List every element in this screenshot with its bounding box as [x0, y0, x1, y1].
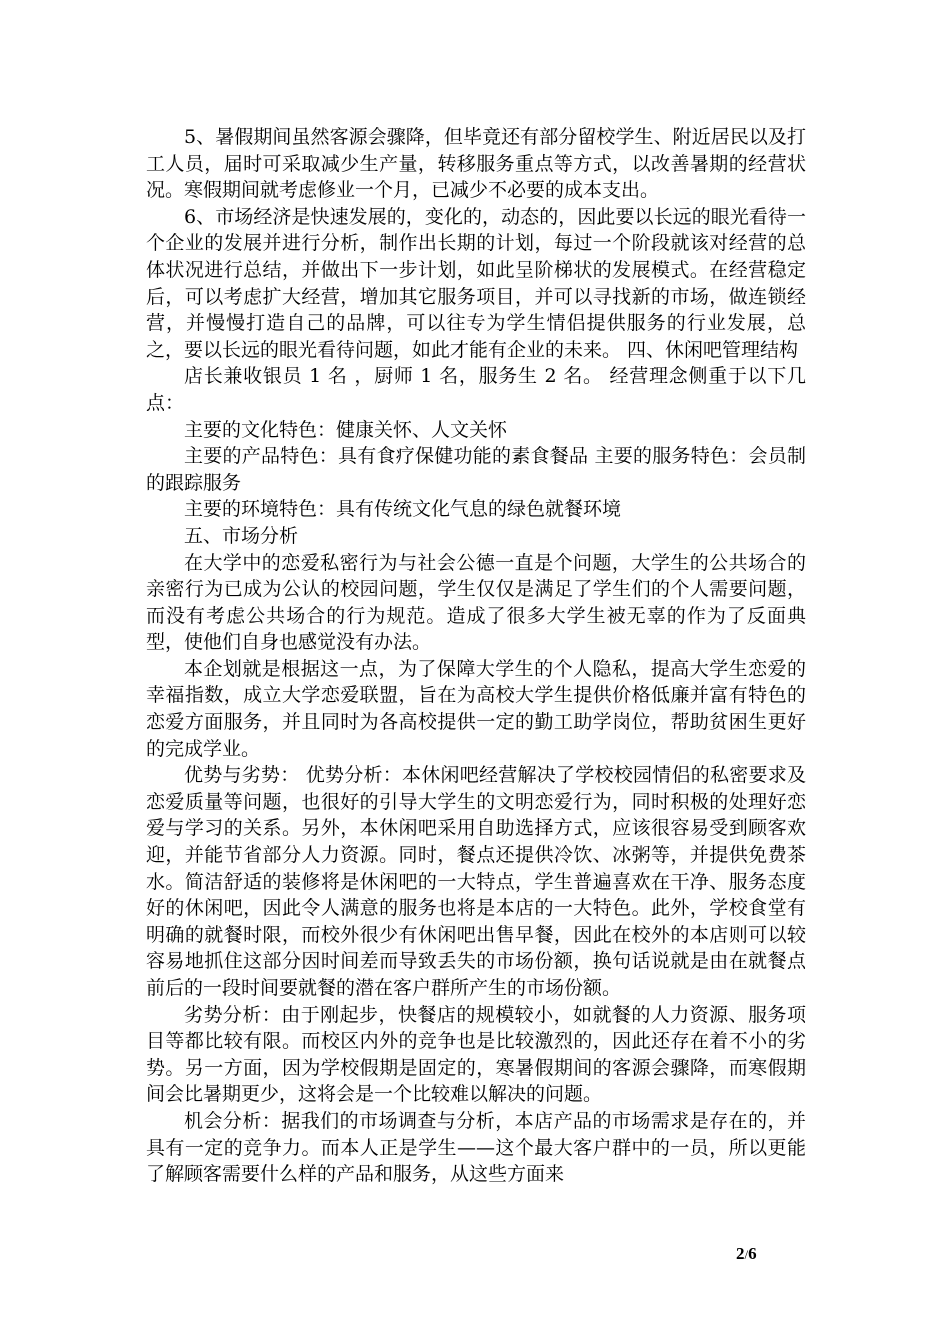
paragraph-culture-feature: 主要的文化特色：健康关怀、人文关怀 [184, 418, 508, 441]
page-number-current: 2 [736, 1244, 745, 1263]
document-body [146, 124, 806, 1188]
paragraph-summer-operations: 5、暑假期间虽然客源会骤降，但毕竟还有部分留校学生、附近居民以及打工人员，届时可采取减少生产量，转移服务重点等方式，以改善暑期的经营状况。寒假期间就考虑修业一个月，已减少不必要的成本支出。 [146, 126, 806, 202]
paragraph-staffing: 店长兼收银员 1 名 ，厨师 1 名，服务生 2 名。 经营理念侧重于以下几点： [146, 365, 806, 414]
paragraph-environment-feature: 主要的环境特色：具有传统文化气息的绿色就餐环境 [184, 498, 622, 521]
section-heading-market-analysis: 五、市场分析 [184, 524, 299, 547]
paragraph-plan-purpose: 本企划就是根据这一点，为了保障大学生的个人隐私，提高大学生恋爱的幸福指数，成立大学恋爱联盟，旨在为高校大学生提供价格低廉并富有特色的恋爱方面服务，并且同时为各高校提供一定的勤工助学岗位，帮助贫困生更好的完成学业。 [146, 657, 806, 760]
page-number [736, 1244, 757, 1264]
paragraph-privacy-problem: 在大学中的恋爱私密行为与社会公德一直是个问题，大学生的公共场合的亲密行为已成为公认的校园问题，学生仅仅是满足了学生们的个人需要问题，而没有考虑公共场合的行为规范。造成了很多大学生被无辜的作为了反面典型，使他们自身也感觉没有办法。 [146, 551, 806, 654]
page-number-total: 6 [748, 1244, 757, 1263]
page-number-separator: / [744, 1247, 749, 1262]
paragraph-product-feature: 主要的产品特色：具有食疗保健功能的素食餐品 主要的服务特色：会员制的跟踪服务 [146, 445, 806, 494]
paragraph-weaknesses: 劣势分析：由于刚起步，快餐店的规模较小，如就餐的人力资源、服务项目等都比较有限。而校区内外的竞争也是比较激烈的，因此还存在着不小的劣势。另一方面，因为学校假期是固定的，寒暑假期间的客源会骤降，而寒假期间会比暑期更少，这将会是一个比较难以解决的问题。 [146, 1003, 806, 1106]
paragraph-opportunities: 机会分析：据我们的市场调查与分析，本店产品的市场需求是存在的，并具有一定的竞争力。而本人正是学生——这个最大客户群中的一员，所以更能了解顾客需要什么样的产品和服务，从这些方面来 [146, 1109, 806, 1186]
paragraph-strengths: 优势与劣势： 优势分析：本休闲吧经营解决了学校校园情侣的私密要求及恋爱质量等问题，也很好的引导大学生的文明恋爱行为，同时积极的处理好恋爱与学习的关系。另外，本休闲吧采用自助选择方式，应该很容易受到顾客欢迎，并能节省部分人力资源。同时，餐点还提供冷饮、冰粥等，并提供免费茶水。简洁舒适的装修将是休闲吧的一大特点，学生普遍喜欢在干净、服务态度好的休闲吧，因此令人满意的服务也将是本店的一大特色。此外，学校食堂有明确的就餐时限，而校外很少有休闲吧出售早餐，因此在校外的本店则可以较容易地抓住这部分因时间差而导致丢失的市场份额，换句话说就是由在就餐点前后的一段时间要就餐的潜在客户群所产生的市场份额。 [146, 764, 806, 999]
paragraph-long-term-development: 6、市场经济是快速发展的，变化的，动态的，因此要以长远的眼光看待一个企业的发展并进行分析，制作出长期的计划，每过一个阶段就该对经营的总体状况进行总结，并做出下一步计划，如此呈阶梯状的发展模式。在经营稳定后，可以考虑扩大经营，增加其它服务项目，并可以寻找新的市场，做连锁经营，并慢慢打造自己的品牌，可以往专为学生情侣提供服务的行业发展，总之，要以长远的眼光看待问题，如此才能有企业的未来。 四、休闲吧管理结构 [146, 205, 806, 361]
